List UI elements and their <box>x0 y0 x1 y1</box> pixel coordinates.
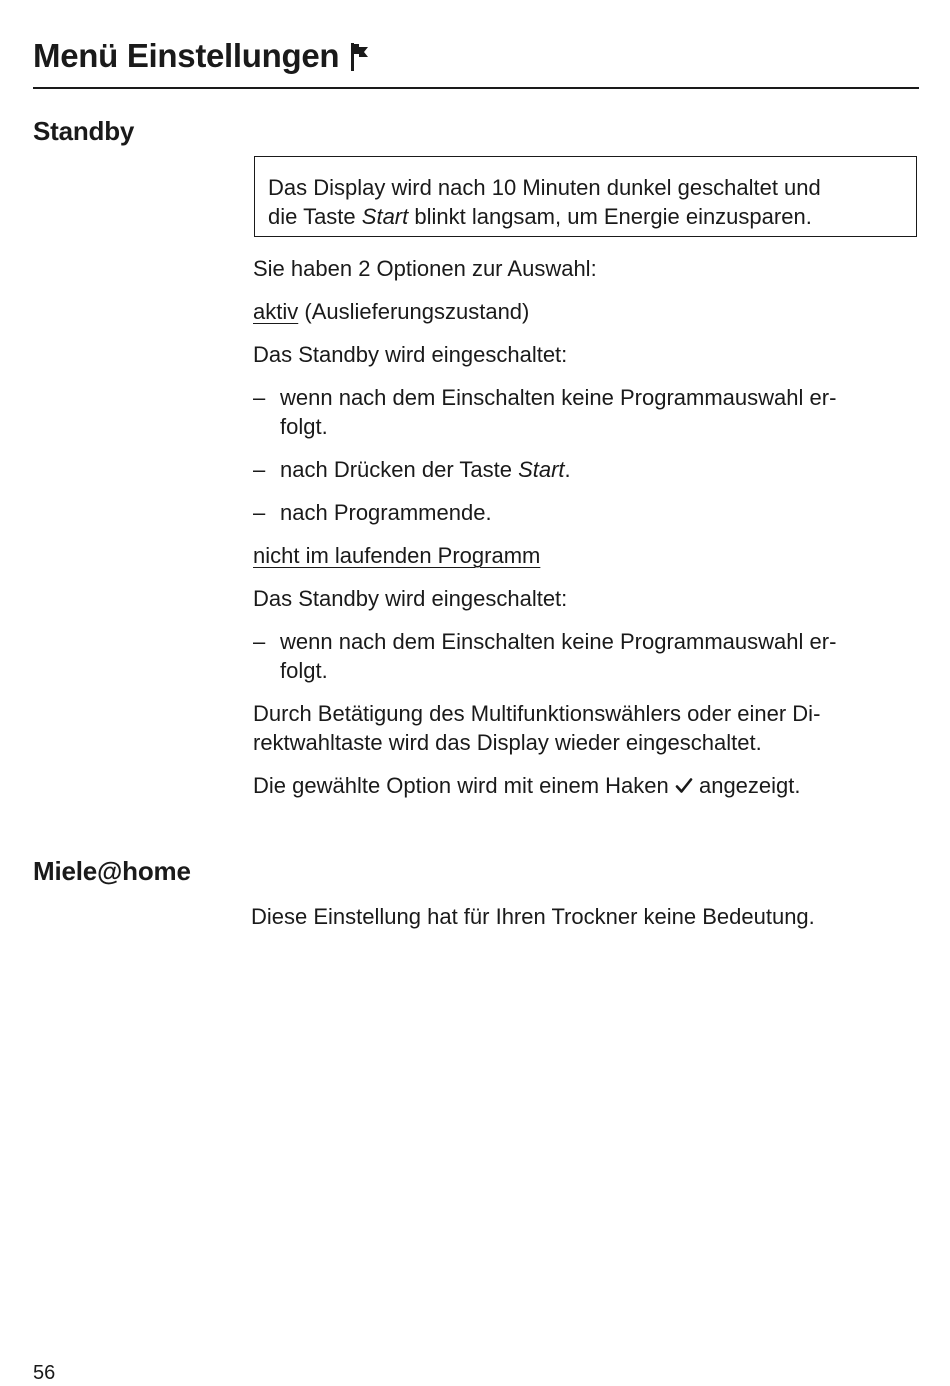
header-divider <box>33 87 919 89</box>
option-not-running <box>253 541 919 570</box>
page-header <box>33 34 919 78</box>
option-label: nicht im laufenden Programm <box>253 543 541 568</box>
list-item: – wenn nach dem Einschalten keine Programmauswahl er- folgt. <box>253 385 837 439</box>
list-item: – nach Drücken der Taste Start. <box>253 457 571 482</box>
info-box-line: Das Display wird nach 10 Minuten dunkel geschaltet und <box>268 175 821 200</box>
start-key-label: Start <box>361 204 409 229</box>
option-intro: Das Standby wird eingeschaltet: <box>253 342 568 367</box>
page-number: 56 <box>33 1362 56 1384</box>
note-paragraph: Durch Betätigung des Multifunktionswählers oder einer Di- rektwahltaste wird das Display wieder eingeschaltet. <box>253 701 821 755</box>
page-title-text: Menü Einstellungen <box>33 37 340 74</box>
section-heading-standby: Standby <box>33 116 135 146</box>
miele-home-text: Diese Einstellung hat für Ihren Trockner keine Bedeutung. <box>251 904 815 929</box>
section-heading-miele-home: Miele@home <box>33 856 191 886</box>
options-intro: Sie haben 2 Optionen zur Auswahl: <box>253 256 597 281</box>
checkmark-icon <box>675 777 693 795</box>
flag-icon <box>349 39 371 73</box>
note-checkmark: Die gewählte Option wird mit einem Haken angezeigt. <box>253 773 801 798</box>
option-aktiv: aktiv (Auslieferungszustand) <box>253 299 530 324</box>
info-box-line: die Taste Start blinkt langsam, um Energie einzusparen. <box>268 204 812 229</box>
list-item: – wenn nach dem Einschalten keine Programmauswahl er- folgt. <box>253 629 837 683</box>
option-intro: Das Standby wird eingeschaltet: <box>253 586 568 611</box>
page-title <box>33 34 919 78</box>
info-box <box>254 156 917 237</box>
start-key-label: Start <box>518 457 565 482</box>
option-label: aktiv <box>253 299 299 324</box>
list-item: – nach Programmende. <box>253 500 492 525</box>
standby-content <box>253 254 919 814</box>
